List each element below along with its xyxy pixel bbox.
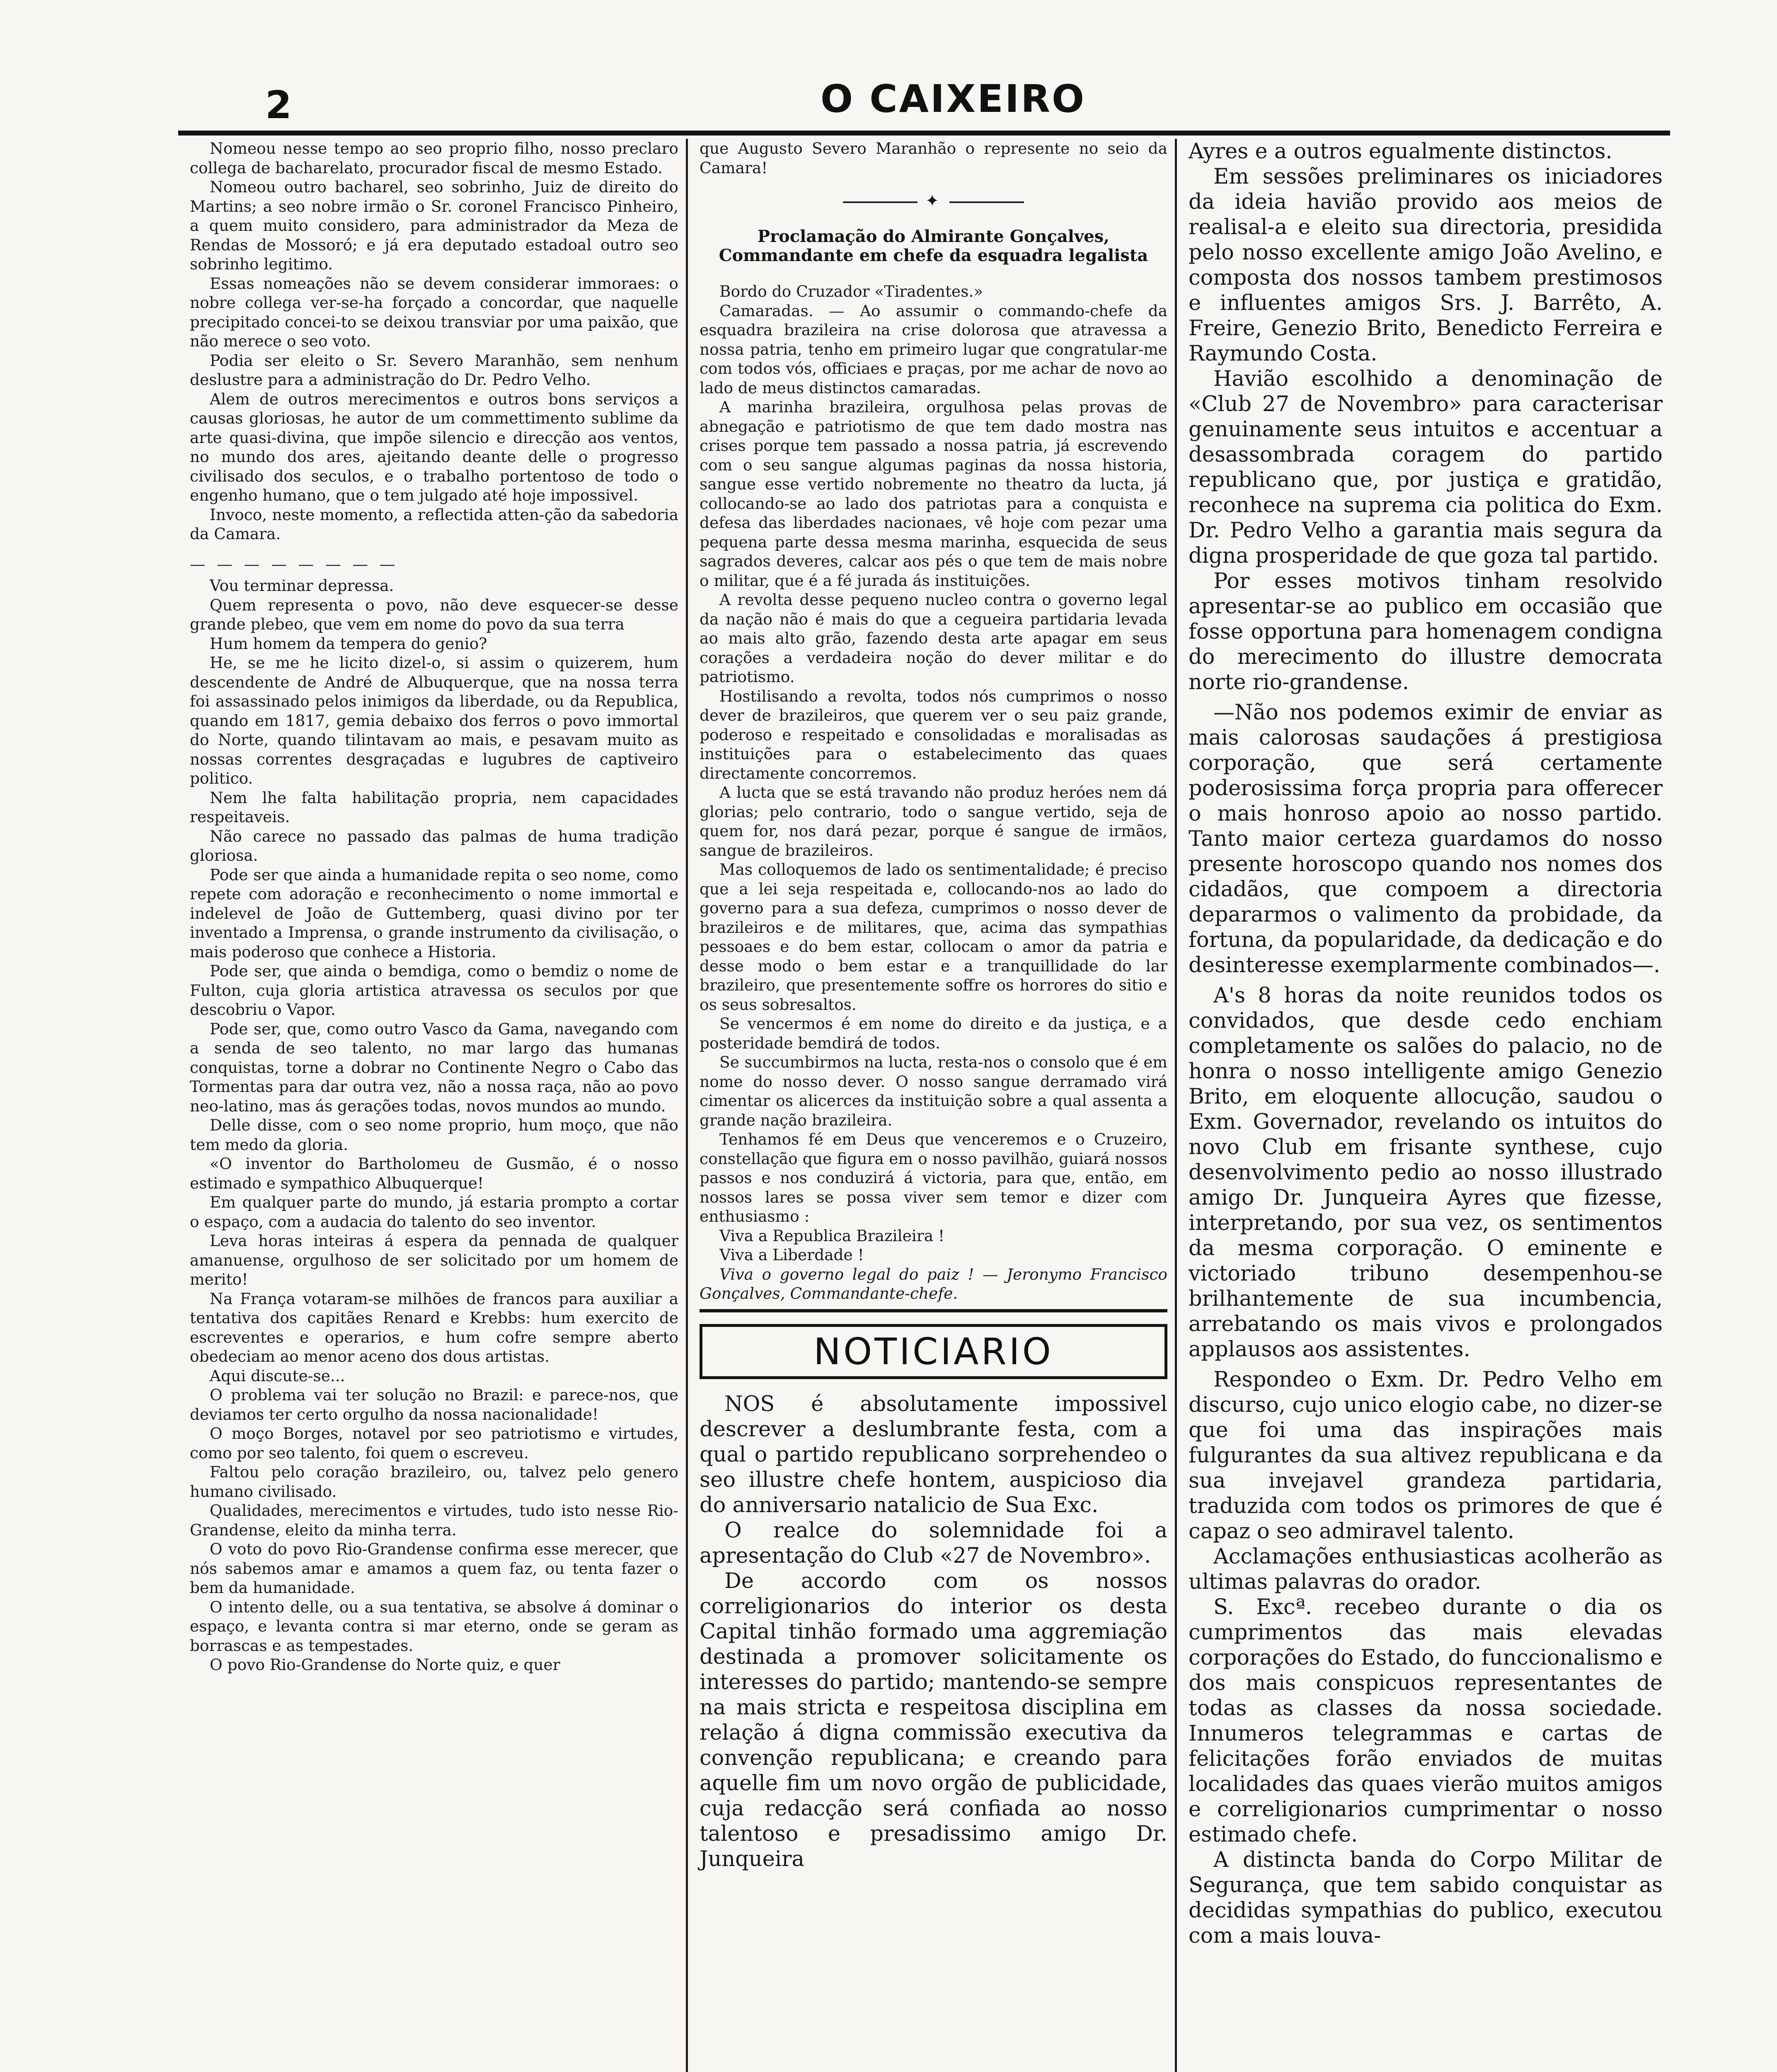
col1-paragraph: Leva horas inteiras á espera da pennada de qualquer amanuense, orgulhoso de ser solicitado por um homem de merito! bbox=[190, 1232, 678, 1288]
col1-paragraph: O intento delle, ou a sua tentativa, se absolve á dominar o espaço, e levanta contra si mar eterno, onde se geram as borrascas e as tempestades. bbox=[190, 1598, 678, 1655]
col3-paragraph: A's 8 horas da noite reunidos todos os convidados, que desde cedo enchiam completamente os salões do palacio, no de honra o nosso intelligente amigo Genezio Brito, em eloquente allocução, saudou o Exm. Governador, revelando os intuitos do novo Club em frisante synthese, cujo desenvolvimento pedio ao nosso illustrado amigo Dr. Junqueira Ayres que fizesse, interpretando, por sua vez, os sentimentos da mesma corporação. O eminente e victoriado tribuno desempenhou-se brilhantemente de sua incumbencia, arrebatando os mais vivos e prolongados applausos aos assistentes. bbox=[1189, 983, 1663, 1362]
col3-paragraph: S. Excª. recebeo durante o dia os cumprimentos das mais elevadas corporações do Estado, do funccionalismo e dos mais conspicuos representantes de todas as classes da nossa sociedade. Innumeros telegrammas e cartas de felicitações forão enviados de muitas localidades das quaes vierão muitos amigos e correligionarios cumprimentar o nosso estimado chefe. bbox=[1189, 1595, 1663, 1847]
col1-paragraph: Aqui discute-se... bbox=[210, 1366, 345, 1385]
col1-paragraph: Hum homem da tempera do genio? bbox=[210, 634, 487, 653]
proclamation-place: Bordo do Cruzador «Tiradentes.» bbox=[719, 282, 983, 300]
proclamation-paragraph: Tenhamos fé em Deus que venceremos e o Cruzeiro, constellação que figura em o nosso pavilhão, guiará nossos passos e nos conduzirá á victoria, para que, então, em nossos lares se possa viver sem temor e dizer com enthusiasmo : bbox=[700, 1130, 1167, 1225]
proclamation-paragraph: Se succumbirmos na lucta, resta-nos o consolo que é em nome do nosso dever. O nosso sangue derramado virá cimentar os alicerces da instituição sobre a qual assenta a grande nação brazileira. bbox=[700, 1053, 1167, 1129]
column-1 bbox=[182, 139, 688, 2072]
col1-paragraph: Não carece no passado das palmas de huma tradição gloriosa. bbox=[190, 827, 678, 864]
proclamation-paragraph: Hostilisando a revolta, todos nós cumprimos o nosso dever de brazileiros, que querem ver o seu paiz grande, poderoso e respeitado e consolidadas e moralisadas as instituições para o estabelecimento das quaes directamente concorremos. bbox=[700, 687, 1167, 782]
noticiario-body bbox=[700, 1392, 1167, 1872]
proclamation-paragraph: A revolta desse pequeno nucleo contra o governo legal da nação não é mais do que a cegueira partidaria levada ao mais alto grão, fazendo desta arte apagar em seus corações a verdadeira noção do dever militar e do patriotismo. bbox=[700, 591, 1167, 686]
noticiario-paragraph: O realce do solemnidade foi a apresentação do Club «27 de Novembro». bbox=[700, 1518, 1167, 1568]
col1-paragraph: Nomeou nesse tempo ao seo proprio filho, nosso preclaro collega de bacharelato, procurador fiscal de mesmo Estado. bbox=[190, 139, 678, 177]
col3-paragraph: Respondeo o Exm. Dr. Pedro Velho em discurso, cujo unico elogio cabe, no dizer-se que foi uma das inspirações mais fulgurantes da sua altivez republicana e da sua invejavel grandeza partidaria, traduzida com todos os primores de que é capaz o seo admiravel talento. bbox=[1189, 1368, 1663, 1544]
col3-paragraph: —Não nos podemos eximir de enviar as mais calorosas saudações á prestigiosa corporação, que será certamente poderosissima força propria para offerecer o mais honroso apoio ao nosso partido. Tanto maior certeza guardamos do nosso presente horoscopo quando nos nomes dos cidadãos, que compoem a directoria depararmos o valimento da probidade, da fortuna, da popularidade, da dedicação e do desinteresse exemplarmente combinados—. bbox=[1189, 700, 1663, 978]
viva-line: Viva a Republica Brazileira ! bbox=[719, 1226, 945, 1245]
col1-paragraph: Alem de outros merecimentos e outros bons serviços a causas gloriosas, he autor de um commettimento sublime da arte quasi-divina, que impõe silencio e direcção aos ventos, no mundo dos ares, ajeitando deante delle o progresso civilisado dos seculos, e o trabalho portentoso de todo o engenho humano, que o tem julgado até hoje impossivel. bbox=[190, 390, 678, 504]
noticiario-paragraph: NOS é absolutamente impossivel descrever a deslumbrante festa, com a qual o partido republicano sorprehendeo o seo illustre chefe hontem, auspicioso dia do anniversario natalicio de Sua Exc. bbox=[700, 1392, 1167, 1518]
col1-paragraph: Qualidades, merecimentos e virtudes, tudo isto nesse Rio-Grandense, eleito da minha terra. bbox=[190, 1501, 678, 1539]
col1-paragraph: Pode ser que ainda a humanidade repita o seo nome, como repete com adoração e reconhecimento o nome immortal e indelevel de João de Guttemberg, quasi divino por ter inventado a Imprensa, o grande instrumento da civilisação, o mais poderoso que conhece a Historia. bbox=[190, 865, 678, 961]
ornamental-rule: ✦ bbox=[700, 191, 1167, 211]
col3-paragraph: Em sessões preliminares os iniciadores da ideia havião provido aos meios de realisal-a e eleito sua directoria, presidida pelo nosso excellente amigo João Avelino, e composta dos nossos tambem prestimosos e influentes amigos Srs. J. Barrêto, A. Freire, Genezio Brito, Benedicto Ferreira e Raymundo Costa. bbox=[1189, 165, 1663, 366]
proclamation-paragraph: A lucta que se está travando não produz heróes nem dá glorias; pelo contrario, todo o sangue vertido, seja de quem for, nos dará pezar, porque é sangue de irmãos, sangue de brazileiros. bbox=[700, 783, 1167, 859]
col2-intro-paragraph: que Augusto Severo Maranhão o represente no seio da Camara! bbox=[700, 139, 1167, 177]
col1-paragraph: Invoco, neste momento, a reflectida atten-ção da sabedoria da Camara. bbox=[190, 505, 678, 543]
col3-paragraph: Havião escolhido a denominação de «Club 27 de Novembro» para caracterisar genuinamente seus intuitos e accentuar a desassombrada coragem do partido republicano que, por justiça e gratidão, reconhece na suprema cia politica do Exm. Dr. Pedro Velho a garantia mais segura da digna prosperidade de que goza tal partido. bbox=[1189, 367, 1663, 568]
newspaper-title: O CAIXEIRO bbox=[820, 77, 1086, 121]
col1-paragraph: Nem lhe falta habilitação propria, nem capacidades respeitaveis. bbox=[190, 788, 678, 826]
col1-paragraph: O povo Rio-Grandense do Norte quiz, e quer bbox=[210, 1656, 560, 1674]
proclamation-title: Proclamação do Almirante Gonçalves, Commandante em chefe da esquadra legalista bbox=[719, 227, 1148, 265]
col1-paragraph: Pode ser, que ainda o bemdiga, como o bemdiz o nome de Fulton, cuja gloria artistica atravessa os seculos por que descobriu o Vapor. bbox=[190, 962, 678, 1019]
col1-paragraph: «O inventor do Bartholomeu de Gusmão, é o nosso estimado e sympathico Albuquerque! bbox=[190, 1155, 678, 1192]
col1-paragraph: Vou terminar depressa. bbox=[210, 576, 394, 595]
proclamation-paragraph: Camaradas. — Ao assumir o commando-chefe da esquadra brazileira na crise dolorosa que atravessa a nossa patria, tenho em primeiro lugar que congratular-me com todos vós, officiaes e praças, por me achar de novo ao lado de meus distinctos camaradas. bbox=[700, 301, 1167, 397]
col3-paragraph: A distincta banda do Corpo Militar de Segurança, que tem sabido conquistar as decididas sympathias do publico, executou com a mais louva- bbox=[1189, 1848, 1663, 1948]
col1-paragraph: He, se me he licito dizel-o, si assim o quizerem, hum descendente de André de Albuquerque, que na nossa terra foi assassinado pelos inimigos da liberdade, ou da Republica, quando em 1817, gemia debaixo dos ferros o povo immortal do Norte, quando tilintavam ao mais, e pesavam muito as nossas correntes desgraçadas e lugubres de captiveiro politico. bbox=[190, 654, 678, 787]
proclamation-paragraph: Mas colloquemos de lado os sentimentalidade; é preciso que a lei seja respeitada e, collocando-nos ao lado do governo para a sua defeza, cumprimos o nosso dever de brazileiros e de militares, que, acima das sympathias pessoaes e do bem estar, collocam o amor da patria e desse modo o bem estar e a tranquillidade do lar brazileiro, que presentemente soffre os horrores do sitio e os seus sobresaltos. bbox=[700, 860, 1167, 1014]
proclamation-paragraph: Se vencermos é em nome do direito e da justiça, e a posteridade bemdirá de todos. bbox=[700, 1014, 1167, 1052]
viva-line: Viva a Liberdade ! bbox=[719, 1246, 864, 1264]
section-rule bbox=[700, 1309, 1167, 1312]
column-3 bbox=[1181, 139, 1670, 2072]
col1-paragraph: Na França votaram-se milhões de francos para auxiliar a tentativa dos capitães Renard e Krebbs: hum exercito de escreventes e operarios, e hum cofre sempre aberto obedeciam ao menor aceno dos dous artistas. bbox=[190, 1289, 678, 1365]
viva-signature-line: Viva o governo legal do paiz ! — Jeronymo Francisco Gonçalves, Commandante-chefe. bbox=[700, 1265, 1167, 1302]
section-title-noticiario: NOTICIARIO bbox=[700, 1324, 1167, 1379]
page-number: 2 bbox=[265, 83, 292, 127]
col1-paragraph: Podia ser eleito o Sr. Severo Maranhão, sem nenhum deslustre para a administração do Dr. Pedro Velho. bbox=[190, 351, 678, 389]
col1-paragraph: O voto do povo Rio-Grandense confirma esse merecer, que nós sabemos amar e amamos a quem faz, ou tenta fazer o bem da humanidade. bbox=[190, 1540, 678, 1597]
col3-paragraph: Por esses motivos tinham resolvido apresentar-se ao publico em occasião que fosse opportuna para homenagem condigna do merecimento do illustre democrata norte rio-grandense. bbox=[1189, 569, 1663, 695]
article-columns bbox=[182, 139, 1670, 2072]
col1-paragraph: Pode ser, que, como outro Vasco da Gama, navegando com a senda de seo talento, no mar largo das humanas conquistas, torne a dobrar no Continente Negro o Cabo das Tormentas para dar outra vez, não a nossa raça, não ao povo neo-latino, mas ás gerações todas, novos mundos ao mundo. bbox=[190, 1019, 678, 1115]
col1-paragraph: Faltou pelo coração brazileiro, ou, talvez pelo genero humano civilisado. bbox=[190, 1463, 678, 1501]
col3-paragraph: Acclamações enthusiasticas acolherão as ultimas palavras do orador. bbox=[1189, 1544, 1663, 1594]
col1-paragraph: Essas nomeações não se devem considerar immoraes: o nobre collega ver-se-ha forçado a concordar, que naquelle precipitado concei-to se deixou transviar por uma paixão, que não merece o seo voto. bbox=[190, 274, 678, 350]
col1-paragraph: Delle disse, com o seo nome proprio, hum moço, que não tem medo da gloria. bbox=[190, 1116, 678, 1154]
col3-paragraph: Ayres e a outros egualmente distinctos. bbox=[1189, 139, 1612, 164]
col1-paragraph: O problema vai ter solução no Brazil: e parece-nos, que deviamos ter certo orgulho da nossa nacionalidade! bbox=[190, 1386, 678, 1423]
column-2 bbox=[692, 139, 1177, 2072]
col1-paragraph: Quem representa o povo, não deve esquecer-se desse grande plebeo, que vem em nome do povo da sua terra bbox=[190, 595, 678, 633]
section-separator: — — — — — — — — bbox=[190, 554, 399, 573]
header-rule bbox=[178, 131, 1670, 136]
proclamation-paragraph: A marinha brazileira, orgulhosa pelas provas de abnegação e patriotismo de que tem dado mostra nas crises porque tem passado a nossa patria, já escrevendo com o seu sangue algumas paginas da nossa historia, sangue esse vertido nobremente no theatro da lucta, já collocando-se ao lado dos patriotas para a conquista e defesa das liberdades nacionaes, vê hoje com pezar uma pequena parte dessa mesma marinha, esquecida de seus sagrados deveres, calcar aos pés o que tem de mais nobre o militar, que é a fé jurada ás instituições. bbox=[700, 398, 1167, 590]
col1-paragraph: O moço Borges, notavel por seo patriotismo e virtudes, como por seo talento, foi quem o escreveu. bbox=[190, 1424, 678, 1462]
col1-paragraph: Nomeou outro bacharel, seo sobrinho, Juiz de direito do Martins; a seo nobre irmão o Sr. coronel Francisco Pinheiro, a quem muito considero, para administrador da Meza de Rendas de Mossoró; e já era deputado estadoal outro seo sobrinho legitimo. bbox=[190, 178, 678, 273]
noticiario-paragraph: De accordo com os nossos correligionarios do interior os desta Capital tinhão formado uma aggremiação destinada a promover solicitamente os interesses do partido; mantendo-se sempre na mais stricta e respeitosa disciplina em relação á digna commissão executiva da convenção republicana; e creando para aquelle fim um novo orgão de publicidade, cuja redacção será confiada ao nosso talentoso e presadissimo amigo Dr. Junqueira bbox=[700, 1569, 1167, 1871]
col1-paragraph: Em qualquer parte do mundo, já estaria prompto a cortar o espaço, com a audacia do talento do seo inventor. bbox=[190, 1193, 678, 1231]
